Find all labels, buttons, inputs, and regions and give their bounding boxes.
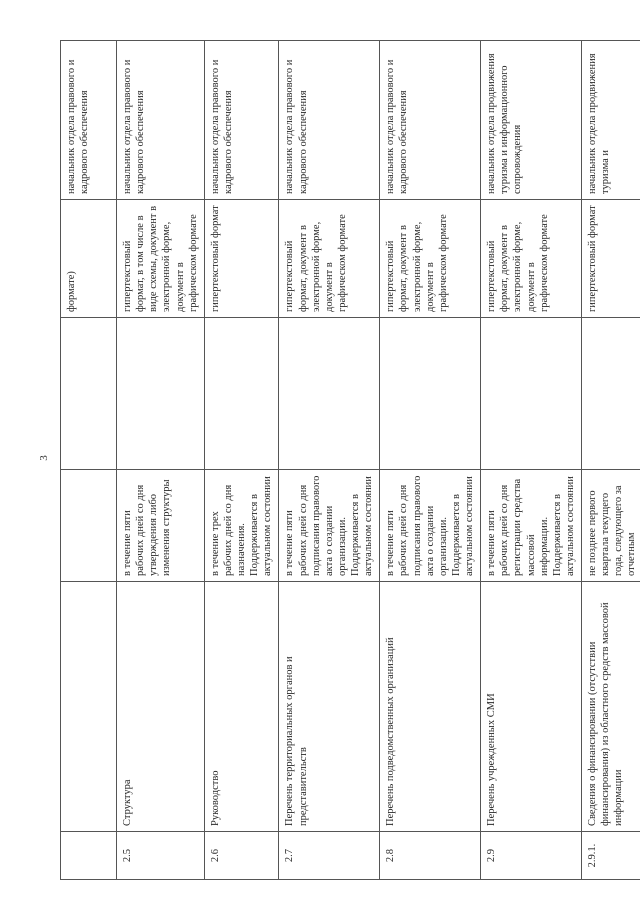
cell-resp: начальник отдела правового и кадрового обеспечения [117,41,205,200]
cell-format: гипертекстовый формат [204,200,279,318]
cell-format: гипертекстовый формат, в том числе в виде схемы, документ в электронной форме, документ в графическом формате [117,200,205,318]
cell-resp: начальник отдела продвижения туризма и [582,41,640,200]
cell-name: Сведения о финансировании (отсутствии финансирования) из областного средств массовой информации [582,582,640,832]
cell-term: в течение пяти рабочих дней со дня подписания правового акта о создании организации. Поддерживается в актуальном состоянии [380,470,481,582]
cell-term [61,470,117,582]
cell-num: 2.9 [481,832,582,880]
table-row [279,41,380,880]
table-row [204,41,279,880]
rotated-table-container [60,40,638,880]
table-row [380,41,481,880]
cell-extra [117,318,205,470]
cell-num [61,832,117,880]
table-row [61,41,117,880]
cell-name: Руководство [204,582,279,832]
cell-extra [61,318,117,470]
table-row [117,41,205,880]
cell-resp: начальник отдела правового и кадрового обеспечения [380,41,481,200]
cell-resp: начальник отдела продвижения туризма и информационного сопровождения [481,41,582,200]
cell-term: не позднее первого квартала текущего года, следующего за отчетным [582,470,640,582]
cell-resp: начальник отдела правового и кадрового обеспечения [204,41,279,200]
page-number: 3 [38,455,50,461]
cell-resp: начальник отдела правового и кадрового обеспечения [279,41,380,200]
cell-num: 2.6 [204,832,279,880]
cell-extra [481,318,582,470]
cell-num: 2.8 [380,832,481,880]
cell-term: в течение пяти рабочих дней со дня подписания правового акта о создании организации. Поддерживается в актуальном состоянии [279,470,380,582]
cell-extra [380,318,481,470]
table-row [582,41,640,880]
cell-name: Перечень учрежденных СМИ [481,582,582,832]
cell-name: Структура [117,582,205,832]
cell-resp: начальник отдела правового и кадрового обеспечения [61,41,117,200]
cell-num: 2.9.1. [582,832,640,880]
cell-name [61,582,117,832]
cell-extra [279,318,380,470]
cell-format: формате) [61,200,117,318]
cell-term: в течение трех рабочих дней со дня назначения. Поддерживается в актуальном состоянии [204,470,279,582]
cell-format: гипертекстовый формат, документ в электронной форме, документ в графическом формате [279,200,380,318]
cell-format: гипертекстовый формат, документ в электронной форме, документ в графическом формате [481,200,582,318]
table-row [481,41,582,880]
cell-name: Перечень подведомственных организаций [380,582,481,832]
cell-num: 2.7 [279,832,380,880]
cell-term: в течение пяти рабочих дней со дня утверждения либо изменения структуры [117,470,205,582]
cell-num: 2.5 [117,832,205,880]
cell-name: Перечень территориальных органов и представительств [279,582,380,832]
cell-term: в течение пяти рабочих дней со дня регистрации средства массовой информации. Поддерживается в актуальном состоянии [481,470,582,582]
cell-extra [204,318,279,470]
cell-extra [582,318,640,470]
cell-format: гипертекстовый формат [582,200,640,318]
cell-format: гипертекстовый формат, документ в электронной форме, документ в графическом формате [380,200,481,318]
data-table [60,40,640,880]
